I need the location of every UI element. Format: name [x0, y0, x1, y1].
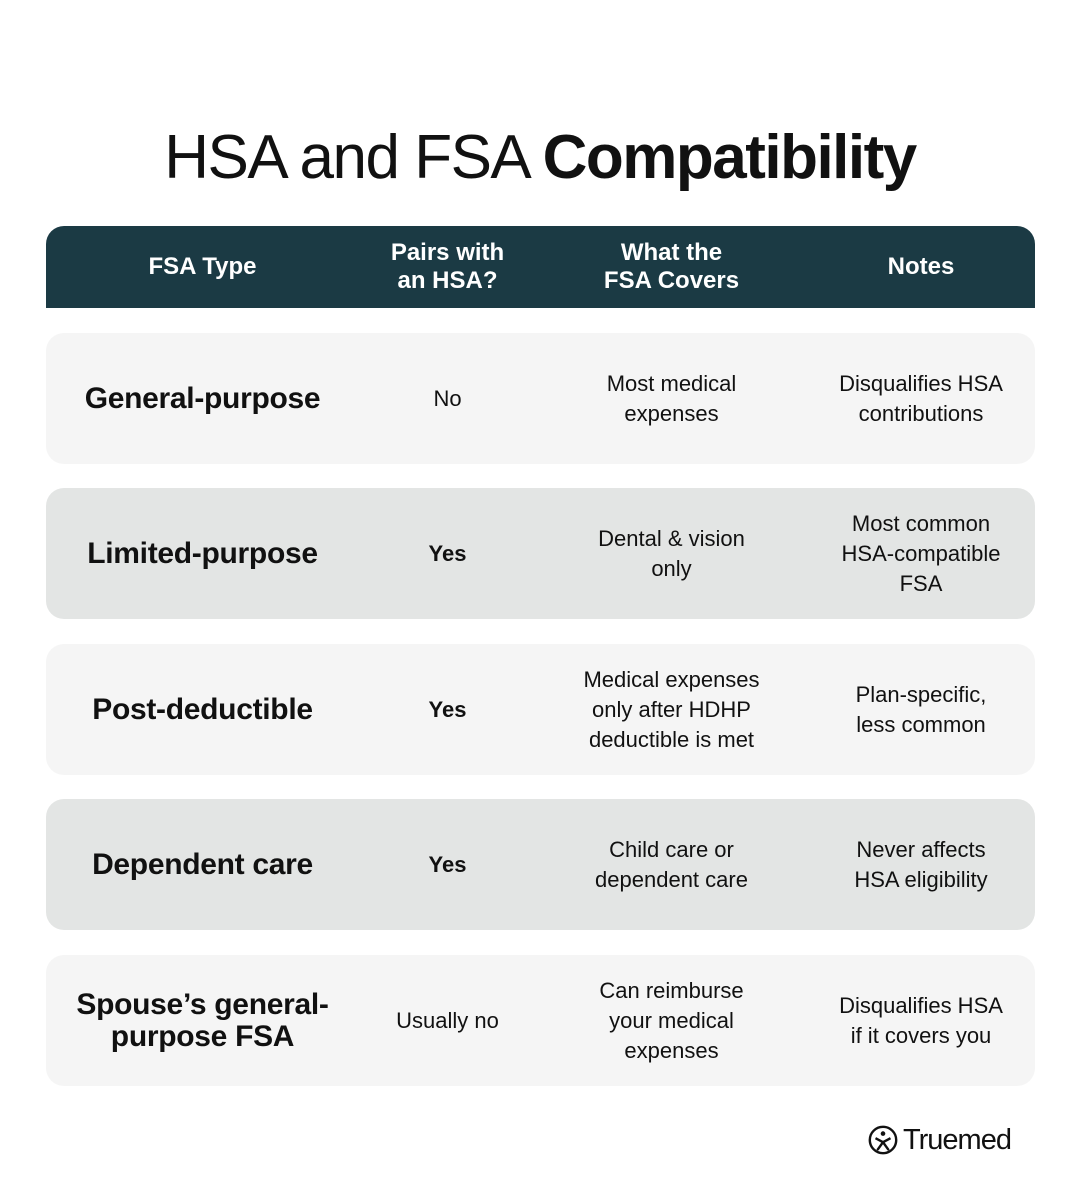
row-pairs: Yes — [428, 696, 467, 722]
row-covers: Can reimburse your medical expenses — [599, 977, 744, 1063]
title-bold: Compatibility — [542, 122, 916, 192]
row-pairs: Yes — [428, 540, 467, 566]
column-header-notes: Notes — [887, 253, 955, 280]
row-notes: Plan-specific, less common — [855, 681, 987, 737]
column-header-pairs: Pairs with an HSA? — [390, 239, 505, 294]
row-covers: Most medical expenses — [606, 370, 737, 426]
row-notes: Disqualifies HSA contributions — [839, 370, 1003, 426]
table-header — [46, 226, 1035, 308]
row-fsa-type: Dependent care — [92, 847, 313, 881]
brand-logo — [868, 1124, 1011, 1156]
page-title — [0, 122, 1080, 194]
truemed-logo-icon — [868, 1125, 898, 1155]
row-notes: Most common HSA-compatible FSA — [841, 510, 1001, 596]
row-covers: Dental & vision only — [598, 525, 745, 581]
row-covers: Medical expenses only after HDHP deductible is met — [583, 666, 760, 752]
row-pairs: Yes — [428, 851, 467, 877]
row-fsa-type: Limited-purpose — [87, 536, 318, 570]
row-pairs: Usually no — [396, 1007, 499, 1033]
brand-name: Truemed — [903, 1123, 1011, 1156]
column-header-covers: What the FSA Covers — [603, 239, 740, 294]
title-light: HSA and FSA — [164, 122, 543, 192]
row-notes: Disqualifies HSA if it covers you — [839, 992, 1003, 1048]
row-fsa-type: General-purpose — [84, 381, 321, 415]
column-header-fsa-type: FSA Type — [148, 253, 257, 280]
table-row — [46, 644, 1035, 775]
table-row — [46, 955, 1035, 1086]
table-row — [46, 333, 1035, 464]
row-covers: Child care or dependent care — [595, 836, 748, 892]
row-notes: Never affects HSA eligibility — [854, 836, 988, 892]
row-fsa-type: Post-deductible — [92, 692, 313, 726]
table-row — [46, 488, 1035, 619]
row-pairs: No — [433, 385, 462, 411]
row-fsa-type: Spouse’s general- purpose FSA — [76, 987, 329, 1053]
table-row — [46, 799, 1035, 930]
